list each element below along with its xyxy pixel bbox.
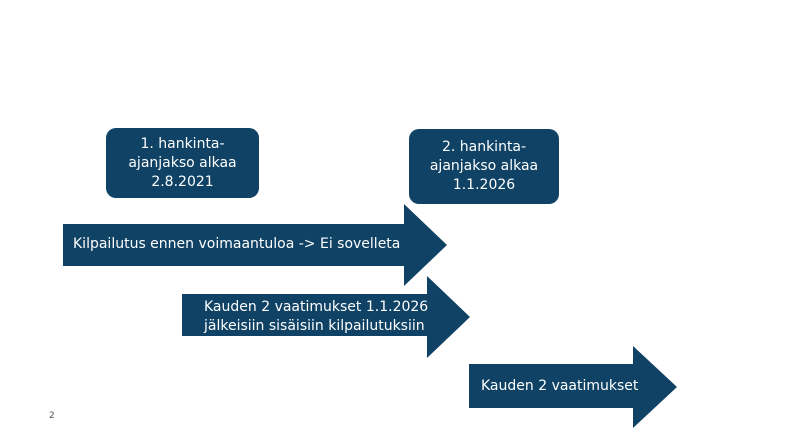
arrow-2-line-1: Kauden 2 vaatimukset 1.1.2026: [204, 299, 429, 315]
arrow-2-text: [204, 298, 428, 336]
period-2-line-3: 1.1.2026: [452, 177, 516, 193]
arrow-1-text: [73, 235, 400, 254]
period-2-line-2: ajanjakso alkaa: [429, 158, 539, 174]
arrow-period-2: [469, 346, 677, 428]
period-1-line-3: 2.8.2021: [151, 173, 214, 190]
arrow-before-effect: [63, 204, 447, 286]
period-2-line-1: 2. hankinta-: [441, 139, 527, 155]
period-1-line-1: 1. hankinta-: [140, 135, 225, 152]
arrow-1-line-1: Kilpailutus ennen voimaantuloa -> Ei sovelleta: [73, 236, 401, 252]
page-number: 2: [49, 411, 55, 421]
period-1-box: [106, 128, 259, 198]
arrow-3-text: [481, 377, 638, 396]
arrow-3-line-1: Kauden 2 vaatimukset: [481, 378, 639, 394]
period-2-box: [409, 129, 559, 204]
period-1-line-2: ajanjakso alkaa: [128, 154, 237, 171]
arrow-period-2-requirements: [182, 276, 470, 358]
arrow-2-line-2: jälkeisiin sisäisiin kilpailutuksiin: [204, 318, 425, 334]
